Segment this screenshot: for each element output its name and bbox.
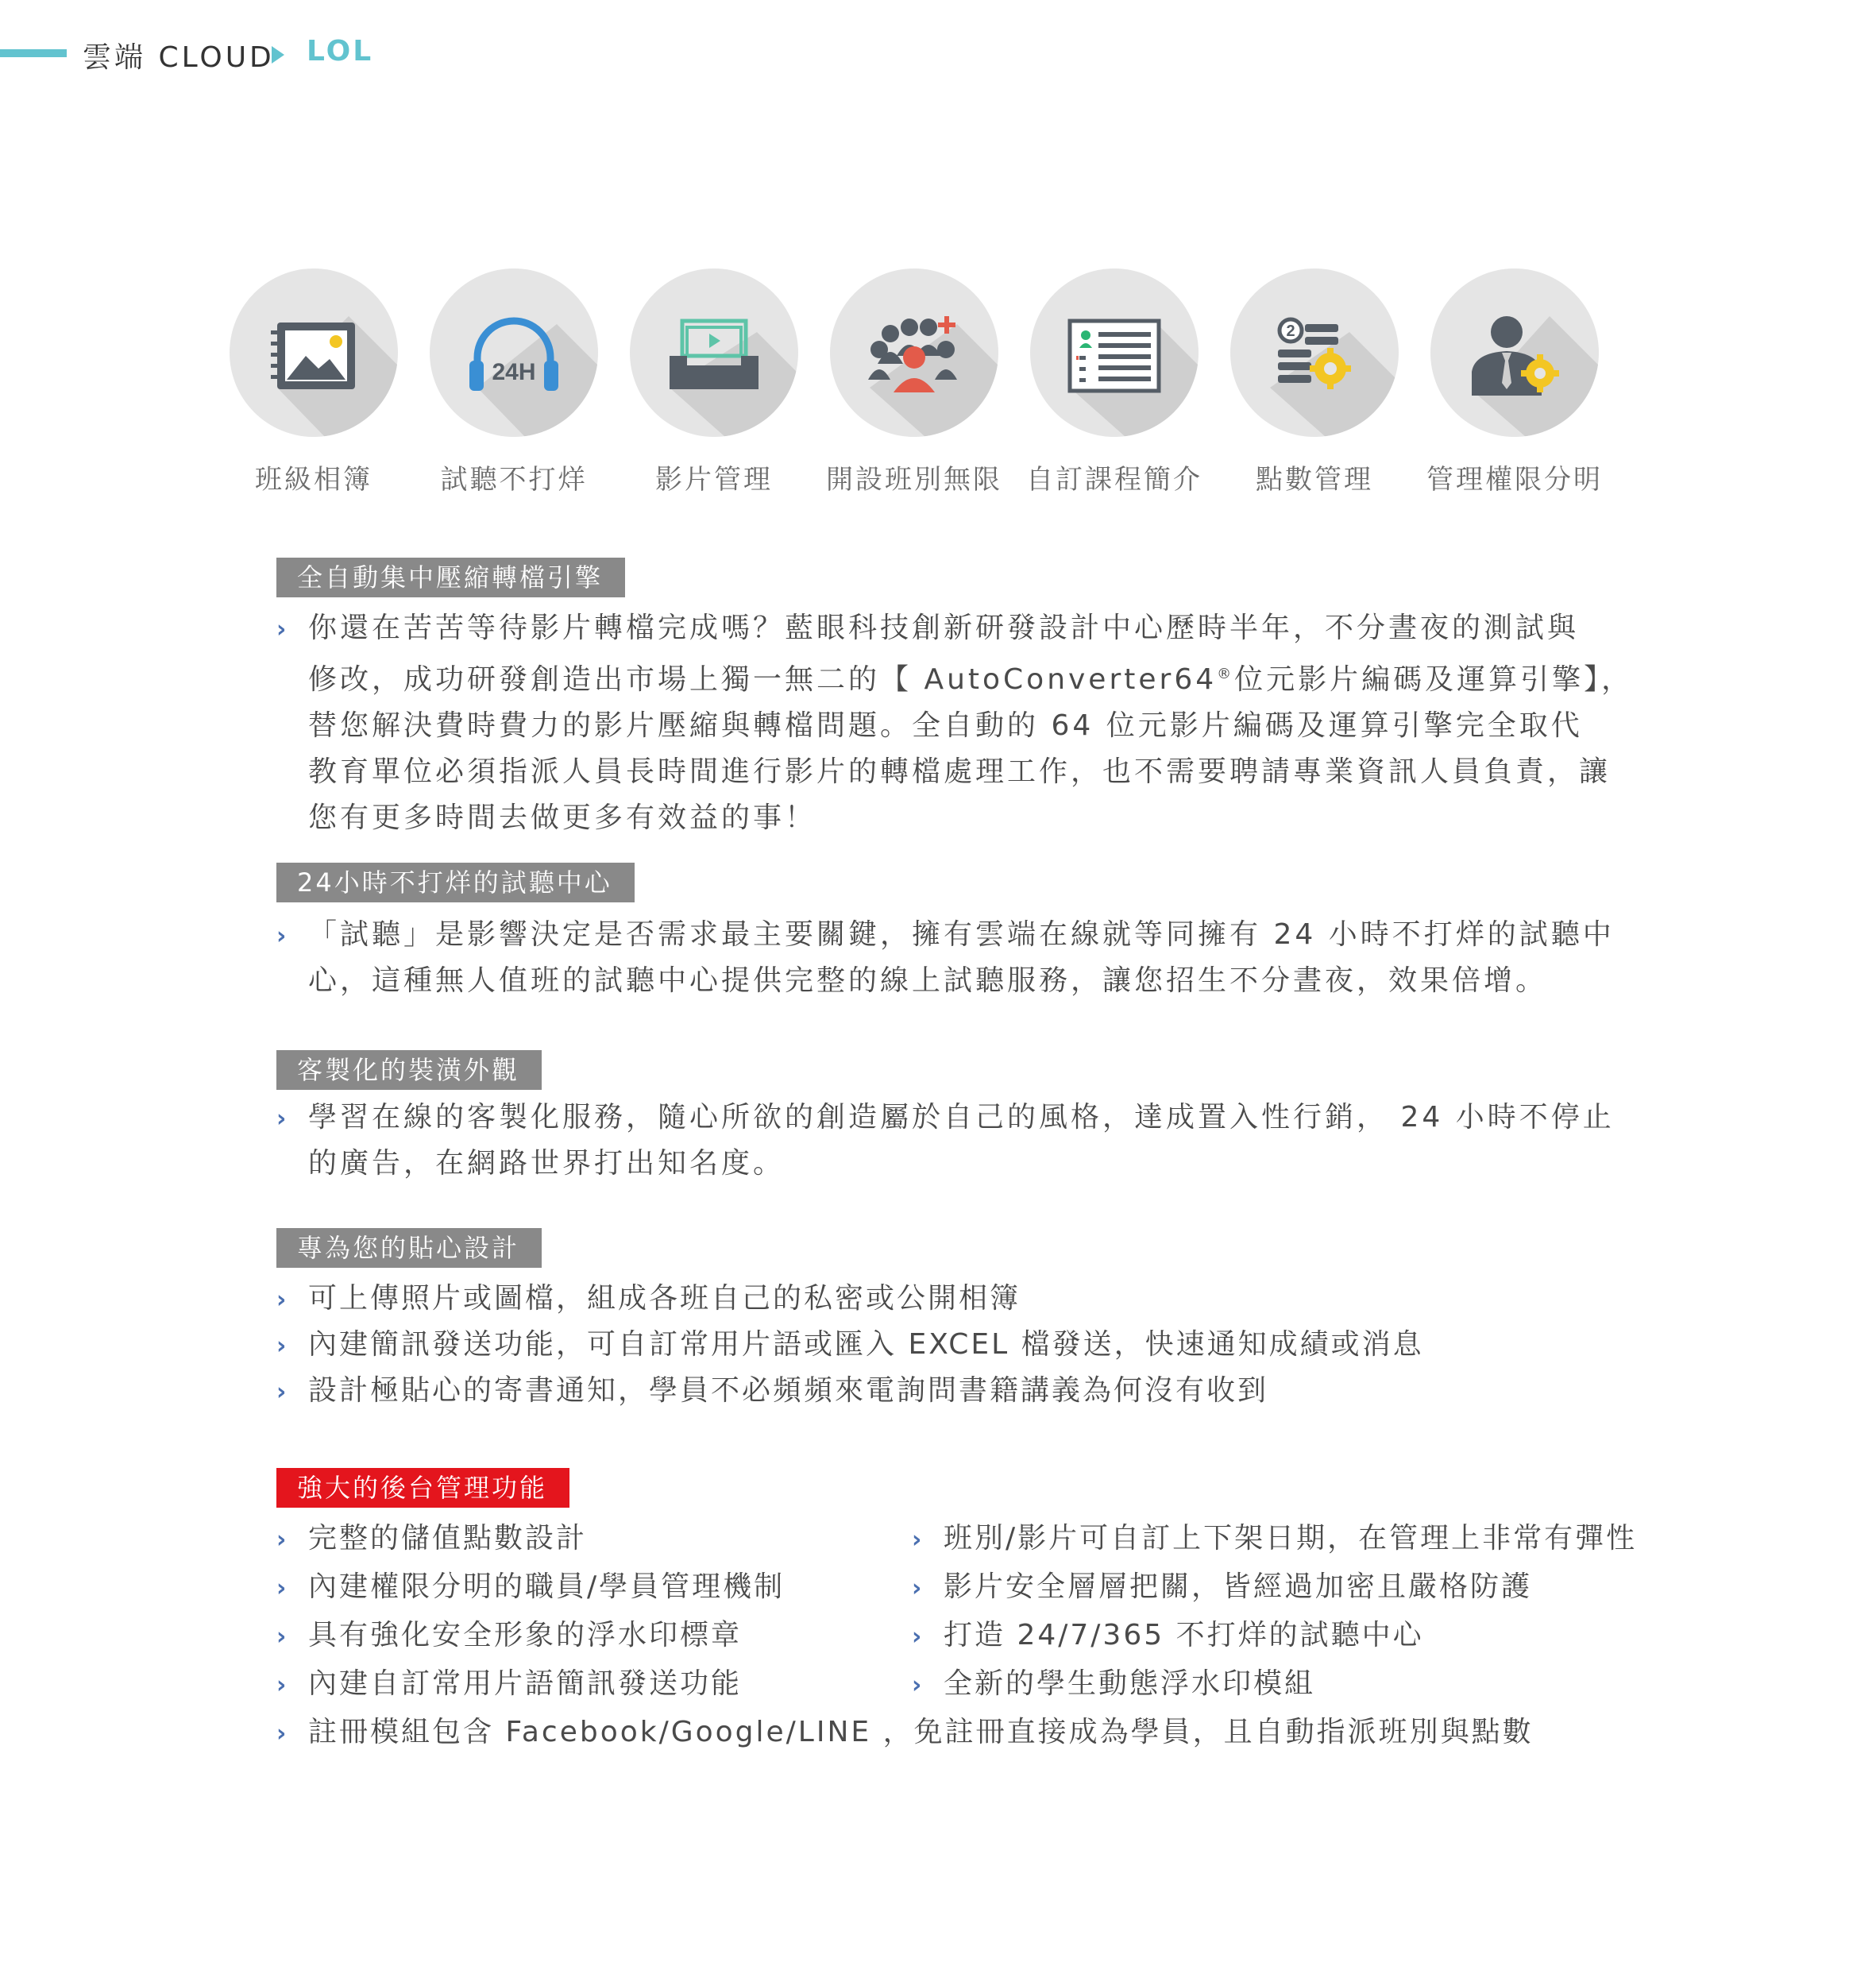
group-add-icon: [867, 316, 962, 396]
paragraph-line: 心，這種無人值班的試聽中心提供完整的線上試聽服務，讓您招生不分晝夜，效果倍增。: [308, 964, 1548, 997]
section-tag-trial-center: 24小時不打烊的試聽中心: [276, 863, 635, 902]
bullet-chevron-icon: ›: [276, 1574, 289, 1602]
list-item: › 全新的學生動態浮水印模組: [912, 1661, 1315, 1707]
feature-course-intro: [1015, 268, 1214, 496]
bullet-chevron-icon: ›: [912, 1671, 924, 1699]
paragraph-line: 你還在苦苦等待影片轉檔完成嗎？藍眼科技創新研發設計中心歷時半年，不分晝夜的測試與: [308, 612, 1580, 644]
section-paragraph-trial-center: [276, 912, 1615, 1004]
paragraph-line: 替您解決費時費力的影片壓縮與轉檔問題。全自動的 64 位元影片編碼及運算引擎完全取代: [308, 709, 1583, 742]
header-brand: 雲端 CLOUD: [83, 41, 275, 74]
header-product: LOL: [307, 35, 374, 68]
bullet-chevron-icon: ›: [276, 1623, 289, 1651]
bullet-chevron-icon: ›: [276, 1105, 290, 1133]
bullet-chevron-icon: ›: [276, 1720, 289, 1748]
list-item: › 打造 24/7/365 不打烊的試聽中心: [912, 1613, 1424, 1659]
registered-mark: ®: [1217, 666, 1235, 682]
feature-label: 管理權限分明: [1426, 464, 1603, 496]
list-item: › 內建自訂常用片語簡訊發送功能: [276, 1661, 742, 1707]
list-item: › 具有強化安全形象的浮水印標章: [276, 1613, 742, 1659]
bullet-chevron-icon: ›: [276, 1286, 289, 1314]
headphones-24h-icon: [466, 316, 562, 396]
profile-card-icon: [1067, 316, 1162, 396]
paragraph-line: 修改，成功研發創造出市場上獨一無二的【 AutoConverter64®位元影片編碼及運算引擎】，: [308, 663, 1634, 696]
bullet-chevron-icon: ›: [276, 1378, 289, 1406]
paragraph-line: 學習在線的客製化服務，隨心所欲的創造屬於自己的風格，達成置入性行銷， 24 小時不停止: [308, 1101, 1615, 1134]
admin-gear-icon: [1467, 316, 1562, 396]
paragraph-line: 教育單位必須指派人員長時間進行影片的轉檔處理工作，也不需要聘請專業資訊人員負責，讓: [308, 755, 1612, 788]
paragraph-line: 的廣告，在網路世界打出知名度。: [308, 1147, 786, 1180]
list-item: › 可上傳照片或圖檔，組成各班自己的私密或公開相簿: [276, 1276, 1021, 1322]
photo-album-icon: [266, 316, 361, 396]
feature-label: 開設班別無限: [826, 464, 1002, 496]
bullet-chevron-icon: ›: [276, 1526, 289, 1554]
list-item: › 設計極貼心的寄書通知，學員不必頻頻來電詢問書籍講義為何沒有收到: [276, 1368, 1268, 1414]
list-item: › 內建簡訊發送功能，可自訂常用片語或匯入 EXCEL 檔發送，快速通知成績或消息: [276, 1322, 1424, 1368]
section-paragraph-custom-look: [276, 1095, 1615, 1187]
bullet-chevron-icon: ›: [276, 1671, 289, 1699]
bullet-chevron-icon: ›: [912, 1623, 924, 1651]
feature-points-mgmt: [1215, 268, 1414, 496]
paragraph-line: 「試聽」是影響決定是否需求最主要關鍵，擁有雲端在線就等同擁有 24 小時不打烊的試聽中: [308, 918, 1615, 951]
svg-text:24H: 24H: [492, 359, 536, 385]
paragraph-line: 您有更多時間去做更多有效益的事！: [308, 802, 817, 834]
feature-admin-permissions: [1415, 268, 1614, 496]
feature-row: [0, 0, 1876, 496]
list-item: › 完整的儲值點數設計: [276, 1516, 587, 1562]
coins-gear-icon: [1267, 316, 1362, 396]
feature-label: 試聽不打烊: [440, 464, 588, 496]
feature-label: 自訂課程簡介: [1026, 464, 1202, 496]
feature-label: 影片管理: [655, 464, 773, 496]
list-item: › 內建權限分明的職員/學員管理機制: [276, 1564, 785, 1610]
feature-label: 點數管理: [1256, 464, 1373, 496]
list-item: › 註冊模組包含 Facebook/Google/LINE ，免註冊直接成為學員，且自動指派班別與點數: [276, 1709, 1534, 1756]
section-tag-thoughtful-design: 專為您的貼心設計: [276, 1228, 542, 1268]
section-tag-converter: 全自動集中壓縮轉檔引擎: [276, 558, 625, 597]
section-tag-custom-look: 客製化的裝潢外觀: [276, 1050, 542, 1090]
feature-label: 班級相簿: [255, 464, 372, 496]
section-paragraph-converter: [276, 605, 1634, 841]
video-tray-icon: [666, 316, 762, 396]
feature-trial-24h: [415, 268, 613, 496]
list-item: › 影片安全層層把關，皆經過加密且嚴格防護: [912, 1564, 1532, 1610]
svg-text:2: 2: [1286, 323, 1295, 340]
bullet-chevron-icon: ›: [276, 616, 290, 643]
bullet-chevron-icon: ›: [276, 922, 290, 950]
list-item: › 班別/影片可自訂上下架日期，在管理上非常有彈性: [912, 1516, 1637, 1562]
bullet-chevron-icon: ›: [276, 1332, 289, 1360]
feature-video-mgmt: [615, 268, 813, 496]
bullet-chevron-icon: ›: [912, 1526, 924, 1554]
feature-class-album: [214, 268, 413, 496]
bullet-chevron-icon: ›: [912, 1574, 924, 1602]
section-tag-backend: 強大的後台管理功能: [276, 1468, 569, 1508]
feature-unlimited-classes: [815, 268, 1013, 496]
